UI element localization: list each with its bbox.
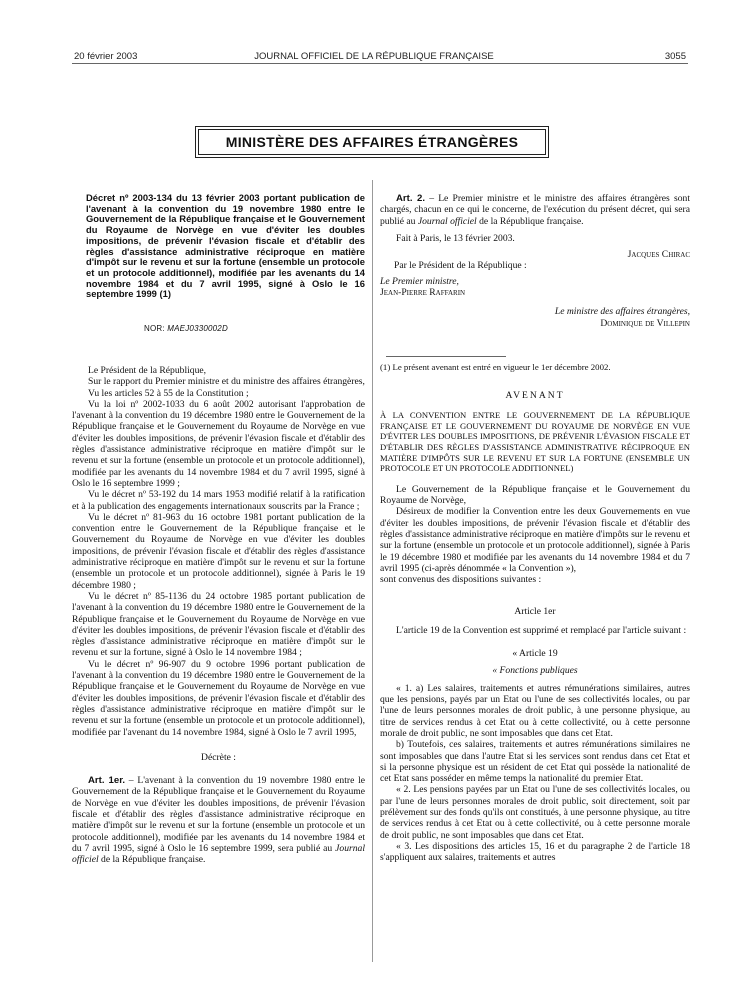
column-divider (372, 180, 373, 962)
footnote: (1) Le présent avenant est entré en vigueur le 1er décembre 2002. (380, 362, 611, 372)
fait-a-paris: Fait à Paris, le 13 février 2003. (396, 232, 515, 244)
paragraph-decret-1985: Vu le décret nº 85-1136 du 24 octobre 1985 portant publication de l'avenant à la convention du 19 décembre 1980 entre le Gouvernement de la République française et le Gouvernement du Royaume de Norvège en vue d'éviter les doubles impositions, de prévenir l'évasion fiscale et d'établir des règles d'assistance administrative réciproque en matière d'impôt sur le revenu et sur la fortune, signé à Oslo le 14 novembre 1984 ; (72, 590, 365, 659)
avenant-desireux: Désireux de modifier la Convention entre les deux Gouvernements en vue d'éviter les doubles impositions, de prévenir l'évasion fiscale et d'établir des règles d'assistance administrative réciproque en matière d'impôts sur le revenu et sur la fortune (ensemble un protocole et un protocole additionnel), signée à Paris le 19 décembre 1980 et modifiée par les avenants du 14 novembre 1984 et du 7 avril 1995 (ci-après dénommée « la Convention »), (380, 506, 690, 574)
ministre-affaires-etrangeres-title: Le ministre des affaires étrangères, (554, 306, 690, 318)
ministre-affaires-etrangeres-name: Dominique de Villepin (600, 317, 690, 329)
signature-president: Jacques Chirac (627, 249, 690, 261)
article-2-label: Art. 2. (396, 193, 425, 204)
decrete-heading: Décrète : (201, 751, 236, 763)
paragraph-loi: Vu la loi nº 2002-1033 du 6 août 2002 autorisant l'approbation de l'avenant à la convention du 19 décembre 1980 entre le Gouvernement de la République française et le Gouvernement du Royaume de Norvège en vue d'éviter les doubles impositions, de prévenir l'évasion fiscale et d'établir des règles d'assistance administrative réciproque en matière d'impôt sur le revenu et sur la fortune (ensemble un protocole et un protocole additionnel), modifiée par les avenants du 14 novembre 1984 et du 7 avril 1995, signé à Oslo le 16 septembre 1999 ; (72, 398, 365, 489)
paragraph-rapport: Sur le rapport du Premier ministre et du ministre des affaires étrangères, (88, 376, 365, 388)
header-rule (72, 63, 688, 64)
avenant-parties: Le Gouvernement de la République française et le Gouvernement du Royaume de Norvège, (380, 483, 690, 507)
article-1-end: de la République française. (98, 854, 206, 866)
decree-title: Décret nº 2003-134 du 13 février 2003 portant publication de l'avenant à la convention du 19 novembre 1980 entre le Gouvernement de la République française et le Gouvernement du Royaume de Norvège en vue d'éviter les doubles impositions, de prévenir l'évasion fiscale et d'établir des règles d'assistance administrative réciproque en matière d'impôt sur le revenu et sur la fortune (ensemble un protocole et un protocole additionnel), modifiée par les avenants du 14 novembre 1984 et du 7 avril 1995, signé à Oslo le 16 septembre 1999 (1) (86, 192, 365, 300)
nor-reference (0, 324, 372, 333)
article-1-heading: Article 1er (514, 605, 556, 617)
paragraph-constitution: Vu les articles 52 à 55 de la Constitution ; (88, 387, 249, 399)
avenant-convenus: sont convenus des dispositions suivantes : (380, 574, 542, 586)
ministry-heading: MINISTÈRE DES AFFAIRES ÉTRANGÈRES (198, 129, 546, 155)
decree-body (72, 365, 365, 865)
paragraph-president: Le Président de la République, (88, 365, 207, 376)
avenant-heading: AVENANT (505, 390, 565, 401)
avenant-section (380, 390, 690, 863)
header-journal-title: JOURNAL OFFICIEL DE LA RÉPUBLIQUE FRANÇAISE (254, 51, 494, 62)
header-date: 20 février 2003 (74, 51, 138, 62)
par-le-president: Par le Président de la République : (394, 260, 527, 272)
article-1-label: Art. 1er. (88, 775, 126, 787)
article-1-text: – L'avenant à la convention du 19 novembre 1980 entre le Gouvernement de la République française et le Gouvernement du Royaume de Norvège en vue d'éviter les doubles impositions, de prévenir l'évasion fiscale et d'établir des règles d'assistance administrative réciproque en matière d'impôt sur le revenu et sur la fortune (ensemble un protocole et un protocole additionnel), modifiée par les avenants du 14 novembre 1984 et du 7 avril 1995, signé à Oslo le 16 septembre 1999, sera publié au (72, 775, 366, 854)
nor-label: NOR: (144, 324, 165, 333)
avenant-subtitle: À LA CONVENTION ENTRE LE GOUVERNEMENT DE LA RÉPUBLIQUE FRANÇAISE ET LE GOUVERNEMENT DU ROYAUME DE NORVÈGE EN VUE D'ÉVITER LES DOUBLES IMPOSITIONS, DE PRÉVENIR L'ÉVASION FISCALE ET D'ÉTABLIR DES RÈGLES D'ASSISTANCE ADMINISTRATIVE RÉCIPROQUE EN MATIÈRE D'IMPÔTS SUR LE REVENU ET SUR LA FORTUNE (ENSEMBLE UN PROTOCOLE ET UN PROTOCOLE ADDITIONNEL) (380, 410, 690, 474)
nor-code: MAEJ0330002D (167, 324, 228, 333)
article-2-journal: Journal officiel (417, 215, 477, 227)
footnote-rule (386, 356, 506, 357)
paragraph-decret-1996: Vu le décret nº 96-907 du 9 octobre 1996 portant publication de l'avenant à la convention du 19 décembre 1980 entre le Gouvernement de la République française et le Gouvernement du Royaume de Norvège en vue d'éviter les doubles impositions, de prévenir l'évasion fiscale et d'établir des règles d'assistance administrative réciproque en matière d'impôt sur le revenu et sur la fortune (ensemble un protocole et un protocole additionnel), modifiée par l'avenant du 14 novembre 1984, signé à Oslo le 7 avril 1995, (72, 658, 365, 738)
article-1-journal: Journal officiel (72, 842, 365, 866)
article-2-end: de la République française. (476, 215, 584, 227)
article-2 (380, 193, 690, 227)
decree-closing (380, 193, 690, 329)
header-page-number: 3055 (664, 51, 686, 62)
article-19-paragraph-1b: b) Toutefois, ces salaires, traitements et autres rémunérations similaires ne sont imposables que dans l'autre Etat si les services sont rendus dans cet Etat et si la personne physique est un résident de cet Etat qui possède la nationalité de cet Etat sans posséder en même temps la nationalité du premier Etat. (380, 739, 690, 785)
article-19-paragraph-1a: « 1. a) Les salaires, traitements et autres rémunérations similaires, autres que les pensions, payés par un Etat ou l'une de ses collectivités locales, ou par l'une de leurs personnes morales de droit public, à une personne physique, au titre de services rendus à cet Etat ou à cette collectivité, ou à cette personne morale de droit public, ne sont imposables que dans cet Etat. (380, 682, 690, 739)
article-2-text: – Le Premier ministre et le ministre des affaires étrangères sont chargés, chacun en ce qui le concerne, de l'exécution du présent décret, qui sera publié au (380, 193, 690, 227)
paragraph-decret-1981: Vu le décret nº 81-963 du 16 octobre 1981 portant publication de la convention entre le Gouvernement de la République française et le Gouvernement du Royaume de Norvège en vue d'éviter les doubles impositions, de prévenir l'évasion fiscale et d'établir des règles d'assistance administrative réciproque en matière d'impôt sur le revenu et sur la fortune (ensemble un protocole et un protocole additionnel), signée à Paris le 19 décembre 1980 ; (72, 511, 365, 591)
article-19-paragraph-3: « 3. Les dispositions des articles 15, 16 et du paragraphe 2 de l'article 18 s'appliquent aux salaires, traitements et autres (380, 840, 690, 864)
premier-ministre-name: Jean-Pierre Raffarin (380, 287, 466, 299)
article-19-heading: « Article 19 (512, 648, 558, 660)
premier-ministre-title: Le Premier ministre, (380, 275, 459, 287)
paragraph-decret-1953: Vu le décret nº 53-192 du 14 mars 1953 modifié relatif à la ratification et à la publication des engagements internationaux souscrits par la France ; (72, 489, 365, 512)
fonctions-publiques-heading: « Fonctions publiques (492, 665, 578, 677)
article-19-paragraph-2: « 2. Les pensions payées par un Etat ou l'une de ses collectivités locales, ou par l'une de leurs personnes morales de droit public, soit directement, soit par prélèvement sur des fonds qu'ils ont constitués, à une personne physique, au titre de services rendus à cet Etat ou à cette collectivité, ou à cette personne morale de droit public, ne sont imposables que dans cet Etat. (380, 784, 690, 841)
article-1-intro: L'article 19 de la Convention est supprimé et remplacé par l'article suivant : (396, 624, 687, 636)
article-1 (72, 775, 365, 865)
